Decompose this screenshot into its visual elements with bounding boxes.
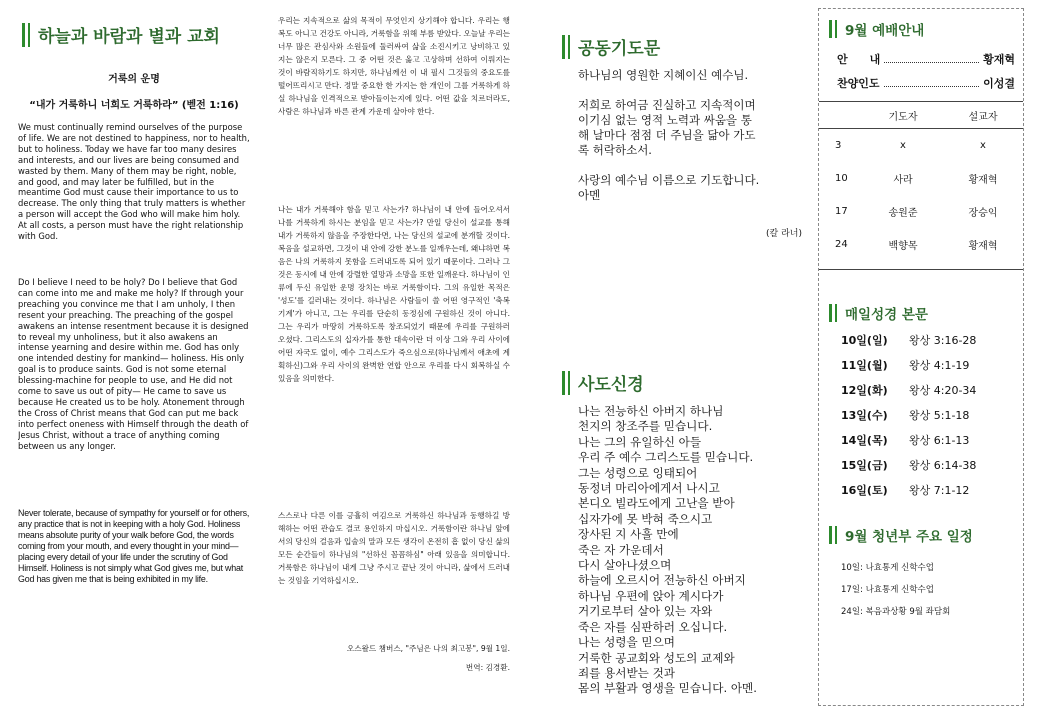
youth-title: 9월 청년부 주요 일정 xyxy=(829,525,973,545)
title-bar-icon xyxy=(562,371,565,395)
bible-title: 매일성경 본문 xyxy=(829,303,928,323)
title-bar-icon xyxy=(22,23,25,47)
bible-row: 15일(금) 왕상 6:14-38 xyxy=(841,459,977,472)
prayer-title: 공동기도문 xyxy=(562,34,660,59)
title-bar-icon xyxy=(568,35,570,59)
table-row: 3 x x xyxy=(835,140,986,151)
korean-paragraph-1: 우리는 지속적으로 삶의 목적이 무엇인지 상기해야 합니다. 우리는 행복도 아니고 건강도 아니라, 거룩함을 위해 부름 받았다. 오늘날 우리는 너무 많은 관심사와 소원들에 둘러싸여 삶을 소진시키고 낭비하고 있지는 않은지 모른다. 그 중 어떤 것은 옳고 고상하며 선하여 이뤄지는 것이 바람직하기도 하지만, 하나님께선 이 내 필시 그것들의 중요도를 떨어뜨리시고 만다. 정말 중요한 한 가지는 한 개인이 그를 거룩하게 하실 하나님을 인격적으로 받아들이는지에 있다. 어떤 값을 치르더라도, 사람은 하나님과 바른 관계 가운데 살아야 한다. xyxy=(278,16,510,116)
title-bar-icon xyxy=(568,371,570,395)
bible-row: 16일(토) 왕상 7:1-12 xyxy=(841,484,970,497)
bible-row: 10일(일) 왕상 3:16-28 xyxy=(841,334,977,347)
devotional-verse: “내가 거룩하니 너희도 거룩하라” (벧전 1:16) xyxy=(29,100,239,111)
bible-row: 11일(월) 왕상 4:1-19 xyxy=(841,359,970,372)
leader-row: 찬양인도 이성결 xyxy=(837,77,1015,90)
title-bar-icon xyxy=(829,526,832,544)
english-paragraph-2: Do I believe I need to be holy? Do I believe that God can come into me and make me holy? If through your preaching you convince me that I am unholy, I then resent your preaching. The preaching of the gospel awakens an intense resentment because it is designed to reveal my unholiness, but it also awakens an intense yearning and desire within me. God has only one intended destiny for mankind— holiness. His only goal is to produce saints. God is not some eternal blessing-machine for people to use, and He did not come to save us out of pity— He came to save us because He created us to be holy. Atonement through the Cross of Christ means that God can put me back into perfect oneness with Himself through the death of Jesus Christ, without a trace of anything coming between us any longer. xyxy=(18,277,249,451)
english-paragraph-1: We must continually remind ourselves of the purpose of life. We are not destined to happiness, nor to health, but to holiness. Today we have far too many desires and interests, and our lives are being consumed and wasted by them. Many of them may be right, noble, and good, and may later be fulfilled, but in the meantime God must cause their importance to us to decrease. The only thing that truly matters is whether a person will accept the God who will make him holy. At all costs, a person must have the right relationship with God. xyxy=(18,122,250,242)
table-row: 17 송원준 장승익 xyxy=(835,206,998,219)
bible-row: 13일(수) 왕상 5:1-18 xyxy=(841,409,970,422)
korean-devotional-column xyxy=(278,0,510,720)
devotional-subtitle: 거룩의 운명 xyxy=(108,74,160,85)
korean-paragraph-2: 나는 내가 거룩해야 함을 믿고 사는가? 하나님이 내 안에 들어오셔서 나를 거룩하게 하시는 분임을 믿고 사는가? 만일 당신이 설교를 통해 내가 거룩하지 않음을 주장한다면, 나는 당신의 설교에 분개할 것이다. 복음을 설교하면, 그것이 내 안에 강한 분노를 일깨우는데, 왜냐하면 복음은 나의 거룩하지 못함을 드러내도록 되어 있기 때문이다. 그러나 그것은 동시에 내 안에 강렬한 열망과 소망을 또한 일깨운다. 하나님이 인류에 두신 유일한 운명 장치는 바로 거룩함이다. 그의 유일한 목적은 '성도'를 길러내는 것이다. 하나님은 사람들이 쓸 어떤 영구적인 '축복 기계'가 아니고, 그는 우리를 단순히 동정심에 구원하신 것이 아니다. 그는 우리가 마땅히 거룩하도록 창조되었기 때문에 우리를 구원하러 오셨다. 그리스도의 십자가를 통한 대속이란 더 이상 그와 우리 사이에 어떤 자국도 없이, 예수 그리스도가 죽으심으로(하나님께서 애초에 계획하신)그와 우리 사이의 완벽한 연합 안으로 우리를 다시 회복하실 수 있음을 의미한다. xyxy=(278,205,510,383)
divider xyxy=(819,269,1023,270)
title-bar-icon xyxy=(829,304,832,322)
title-bar-icon xyxy=(835,304,837,322)
table-row: 10 사라 황재혁 xyxy=(835,173,998,186)
title-bar-icon xyxy=(829,20,832,38)
prayer-author: (칼 라너) xyxy=(766,229,802,239)
table-row: 24 백향목 황재혁 xyxy=(835,239,998,252)
english-paragraph-3: Never tolerate, because of sympathy for yourself or for others, any practice that is not in keeping with a holy God. Holiness means absolute purity of your walk before God, the words coming from your mouth, and every thought in your mind— placing every detail of your life under the scrutiny of God Himself. Holiness is not simply what God gives me, but what God has given me that is being exhibited in my life. xyxy=(18,508,250,584)
prayer-creed-column xyxy=(562,0,810,720)
section-title xyxy=(22,22,220,47)
info-panel xyxy=(818,8,1024,706)
creed-body: 나는 전능하신 아버지 하나님 천지의 창조주를 믿습니다. 나는 그의 유일하신 아들 우리 주 예수 그리스도를 믿습니다. 그는 성령으로 잉태되어 동정녀 마리아에게서 나시고 본디오 빌라도에게 고난을 받아 십자가에 못 박혀 죽으시고 장사된 지 사흘 만에 죽은 자 가운데서 다시 살아나셨으며 하늘에 오르시어 전능하신 아버지 하나님 우편에 앉아 계시다가 거기로부터 살아 있는 자와 죽은 자를 심판하러 오십니다. 나는 성령을 믿으며 거룩한 공교회와 성도의 교제와 죄를 용서받는 것과 몸의 부활과 영생을 믿습니다. 아멘. xyxy=(578,404,757,696)
source-citation: 오스왈드 챔버스, "주님은 나의 최고봉", 9월 1일. xyxy=(346,644,510,653)
title-bar-icon xyxy=(835,20,837,38)
translator-credit: 번역: 김경환. xyxy=(465,663,510,672)
section-title-text: 하늘과 바람과 별과 교회 xyxy=(38,27,220,47)
worship-title: 9월 예배안내 xyxy=(829,19,924,39)
youth-item: 10일: 나효통게 신학수업 xyxy=(841,563,934,573)
korean-paragraph-3: 스스로나 다른 이를 긍휼히 여김으로 거룩하신 하나님과 동행하길 방해하는 어떤 관습도 결코 용인하지 마십시오. 거룩함이란 하나님 앞에서의 당신의 걸음과 입술의 말과 모든 생각이 온전히 흠 없이 당신 삶의 모든 순간들이 하나님의 "선하신 꼼꼼하심" 아래 있음을 의미합니다. 거룩함은 하나님이 내게 그냥 주시고 끝난 것이 아니라, 삶에서 드러내는 것임을 기억하십시오. xyxy=(278,511,510,585)
title-bar-icon xyxy=(562,35,565,59)
bible-row: 12일(화) 왕상 4:20-34 xyxy=(841,384,977,397)
leader-row: 안 내 황재혁 xyxy=(837,53,1015,66)
creed-title: 사도신경 xyxy=(562,370,644,395)
prayer-body: 하나님의 영원한 지혜이신 예수님. 저희로 하여금 진실하고 지속적이며 이기심 없는 영적 노력과 싸움을 통 해 날마다 점점 더 주님을 닮아 가도 록 허락하소서. 사랑의 예수님 이름으로 기도합니다. 아멘 xyxy=(578,68,760,202)
title-bar-icon xyxy=(28,23,30,47)
worship-schedule-table xyxy=(819,101,1023,261)
title-bar-icon xyxy=(835,526,837,544)
table-header-row: 기도자 설교자 xyxy=(819,102,1023,129)
bible-row: 14일(목) 왕상 6:1-13 xyxy=(841,434,970,447)
english-devotional-column xyxy=(18,0,250,720)
youth-item: 17일: 나효통게 신학수업 xyxy=(841,585,934,595)
youth-item: 24일: 복음과상황 9월 좌담회 xyxy=(841,607,951,617)
